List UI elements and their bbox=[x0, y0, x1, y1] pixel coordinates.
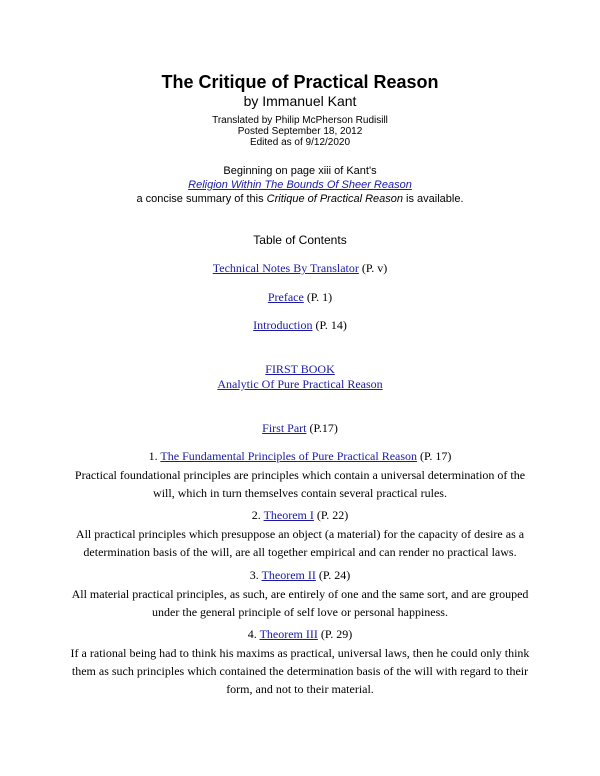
publication-info bbox=[0, 115, 600, 148]
religion-within-bounds-link[interactable]: Religion Within The Bounds Of Sheer Reason bbox=[188, 179, 412, 191]
theorem-3-link[interactable]: Theorem III bbox=[259, 627, 318, 641]
technical-notes-link[interactable]: Technical Notes By Translator bbox=[212, 261, 359, 275]
entry-description: All material practical principles, as such, are entirely of one and the same sort, and are grouped under the general principle of self love or personal happiness. bbox=[71, 587, 529, 619]
author-line: by Immanuel Kant bbox=[243, 93, 357, 109]
first-book-link[interactable]: FIRST BOOK bbox=[265, 362, 335, 376]
first-part-link[interactable]: First Part bbox=[262, 421, 307, 435]
toc-entry-preface bbox=[0, 290, 600, 305]
toc-entry-introduction bbox=[0, 318, 600, 333]
summary-line-3: a concise summary of this Critique of Practical Reason is available. bbox=[136, 193, 464, 205]
summary-note bbox=[0, 164, 600, 206]
edited-date: Edited as of 9/12/2020 bbox=[249, 137, 351, 148]
analytic-link[interactable]: Analytic Of Pure Practical Reason bbox=[217, 377, 383, 391]
entry-description: All practical principles which presuppose an object (a material) for the capacity of desire as a determination basis of the will, are all together empirical and can render no practical laws. bbox=[75, 527, 525, 559]
toc-entry-1: 1. The Fundamental Principles of Pure Practical Reason (P. 17) Practical foundational principles are principles which contain a universal determination of the will, which in turn themselves contain several practical rules. bbox=[0, 449, 600, 502]
toc-entry-2: 2. Theorem I (P. 22) All practical principles which presuppose an object (a material) for the capacity of desire as a determination basis of the will, are all together empirical and can render no practical laws. bbox=[0, 508, 600, 561]
page-title: The Critique of Practical Reason bbox=[161, 72, 439, 92]
toc-heading: Table of Contents bbox=[253, 233, 347, 247]
theorem-2-link[interactable]: Theorem II bbox=[261, 568, 316, 582]
fundamental-principles-link[interactable]: The Fundamental Principles of Pure Practical Reason bbox=[160, 449, 418, 463]
page-ref: (P. 22) bbox=[313, 508, 349, 522]
theorem-1-link[interactable]: Theorem I bbox=[263, 508, 314, 522]
page-ref: (P.17) bbox=[306, 421, 338, 435]
book-title-italic: Critique of Practical Reason bbox=[266, 193, 403, 205]
toc-entry-technical-notes bbox=[0, 261, 600, 276]
posted-date: Posted September 18, 2012 bbox=[237, 126, 363, 137]
entry-description: Practical foundational principles are principles which contain a universal determination of the will, which in turn themselves contain several practical rules. bbox=[74, 468, 526, 500]
toc-entry-first-part bbox=[0, 421, 600, 436]
page-ref: (P. 17) bbox=[417, 449, 452, 463]
page-ref: (P. 1) bbox=[303, 290, 333, 304]
summary-line-1: Beginning on page xiii of Kant's bbox=[223, 165, 377, 177]
preface-link[interactable]: Preface bbox=[267, 290, 304, 304]
page-ref: (P. 14) bbox=[312, 318, 347, 332]
page-ref: (P. 29) bbox=[317, 627, 353, 641]
toc-entry-3: 3. Theorem II (P. 24) All material practical principles, as such, are entirely of one and the same sort, and are grouped under the general principle of self love or personal happiness. bbox=[71, 568, 529, 619]
page-ref: (P. 24) bbox=[315, 568, 351, 582]
entry-description: If a rational being had to think his maxims as practical, universal laws, then he could only think them as such principles which contained the determination basis of the will with regard to their form, and not to their material. bbox=[70, 646, 530, 696]
introduction-link[interactable]: Introduction bbox=[253, 318, 313, 332]
toc-entry-first-book bbox=[0, 362, 600, 392]
translator-line: Translated by Philip McPherson Rudisill bbox=[212, 115, 388, 126]
toc-entry-4: 4. Theorem III (P. 29) If a rational being had to think his maxims as practical, universal laws, then he could only think them as such principles which contained the determination basis of the will with regard to their form, and not to their material. bbox=[0, 627, 600, 698]
page-ref: (P. v) bbox=[358, 261, 388, 275]
